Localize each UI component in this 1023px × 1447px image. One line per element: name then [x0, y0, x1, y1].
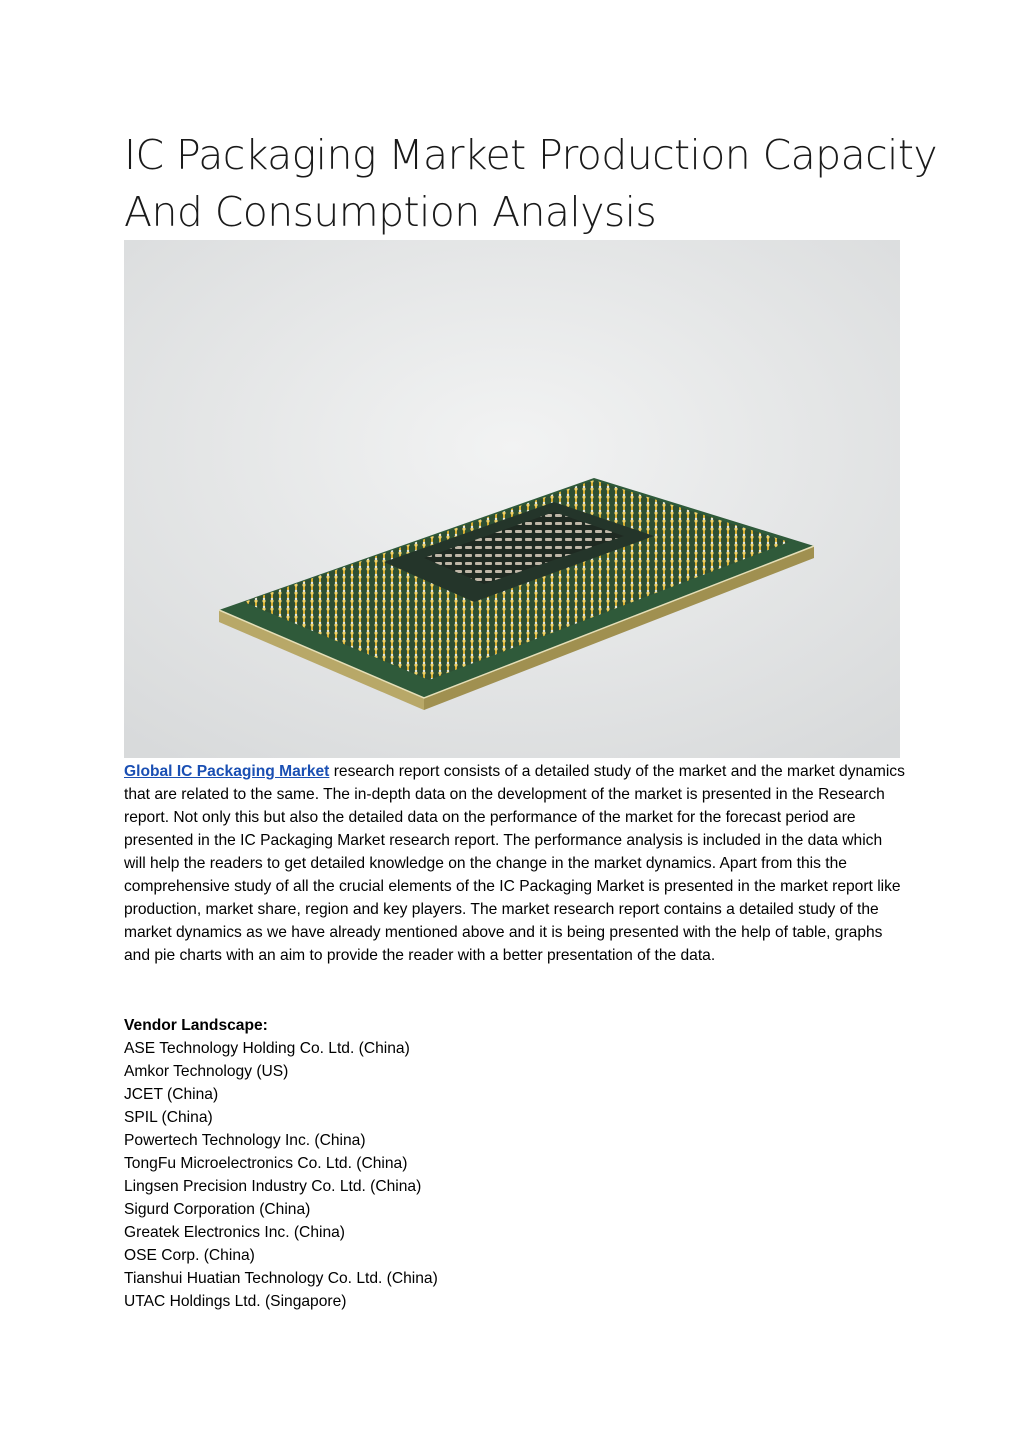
vendor-item: OSE Corp. (China): [124, 1247, 255, 1264]
vendor-landscape-section: [124, 1014, 824, 1313]
page-title: [124, 127, 937, 241]
vendor-item: Greatek Electronics Inc. (China): [124, 1224, 345, 1241]
vendor-item: Tianshui Huatian Technology Co. Ltd. (China): [124, 1270, 438, 1287]
title-line-1: IC Packaging Market Production Capacity: [124, 131, 937, 179]
intro-text: research report consists of a detailed study of the market and the market dynamics that are related to the same. The in-depth data on the development of the market is presented in the Research report. Not only this but also the detailed data on the performance of the market for the forecast period are presented in the IC Packaging Market research report. The performance analysis is included in the data which will help the readers to get detailed knowledge on the change in the market dynamics. Apart from this the comprehensive study of all the crucial elements of the IC Packaging Market is presented in the market report like production, market share, region and key players. The market research report contains a detailed study of the market dynamics as we have already mentioned above and it is being presented with the help of table, graphs and pie charts with an aim to provide the reader with a better presentation of the data.: [124, 763, 905, 964]
cpu-chip-photo: [124, 240, 900, 758]
vendor-item: JCET (China): [124, 1086, 219, 1103]
cpu-chip-icon: [124, 240, 900, 758]
vendor-list: [124, 1037, 824, 1313]
title-line-2: And Consumption Analysis: [124, 188, 657, 236]
vendor-item: SPIL (China): [124, 1109, 213, 1126]
vendor-item: Amkor Technology (US): [124, 1063, 289, 1080]
vendor-item: UTAC Holdings Ltd. (Singapore): [124, 1293, 347, 1310]
vendor-item: Powertech Technology Inc. (China): [124, 1132, 366, 1149]
intro-paragraph: [124, 760, 906, 967]
vendor-heading: Vendor Landscape:: [124, 1017, 268, 1034]
vendor-item: TongFu Microelectronics Co. Ltd. (China): [124, 1155, 408, 1172]
vendor-item: ASE Technology Holding Co. Ltd. (China): [124, 1040, 410, 1057]
vendor-item: Lingsen Precision Industry Co. Ltd. (China): [124, 1178, 422, 1195]
global-ic-packaging-market-link[interactable]: Global IC Packaging Market: [124, 763, 330, 780]
vendor-item: Sigurd Corporation (China): [124, 1201, 311, 1218]
